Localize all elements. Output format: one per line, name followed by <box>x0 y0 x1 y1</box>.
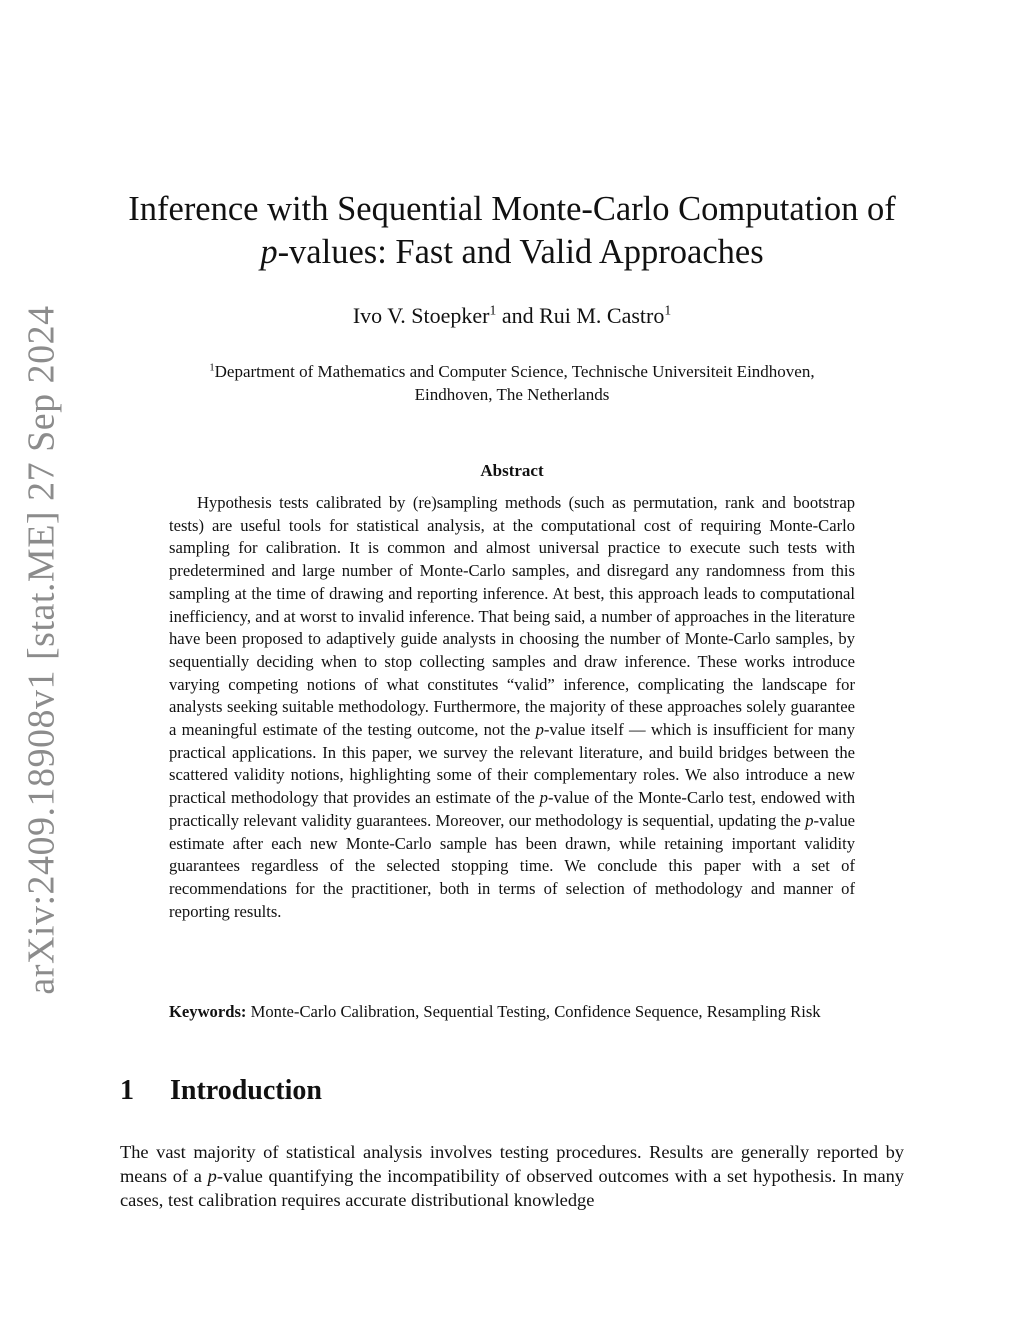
author-connector: and <box>501 303 534 328</box>
title-line-2: -values: Fast and Valid Approaches <box>277 233 764 271</box>
abstract-text <box>169 492 855 923</box>
abstract-p-symbol-1: p <box>535 720 544 740</box>
affiliation <box>100 360 924 406</box>
abstract-p-symbol-3: p <box>805 810 814 830</box>
section-number: 1 <box>120 1075 134 1106</box>
abstract-part-1: Hypothesis tests calibrated by (re)sampling methods (such as permutation, rank and bootstrap tests) are useful tools for statistical analysis, at the computational cost of requiring Monte-Carlo sampling for calibration. It is common and almost universal practice to execute such tests with predetermined and large number of Monte-Carlo samples, and disregard any randomness from this sampling at the time of drawing and reporting inference. At best, this approach leads to computational inefficiency, and at worst to invalid inference. That being said, a number of approaches in the literature have been proposed to adaptively guide analysts in choosing the number of Monte-Carlo samples, by sequentially deciding when to stop collecting samples and draw inference. These works introduce varying competing notions of what constitutes “valid” inference, complicating the landscape for analysts seeking suitable methodology. Furthermore, the majority of these approaches solely guarantee a meaningful estimate of the testing outcome, not the <box>169 493 855 740</box>
arxiv-identifier: arXiv:2409.18908v1 [stat.ME] 27 Sep 2024 <box>21 305 63 995</box>
keywords-text: Monte-Carlo Calibration, Sequential Testing, Confidence Sequence, Resampling Risk <box>250 1002 821 1021</box>
title-p-symbol: p <box>260 233 278 271</box>
author-2-affiliation-mark: 1 <box>664 302 672 318</box>
abstract-part-2: -value itself — which is insufficient for many practical applications. In this paper, we survey the relevant literature, and build bridges between the scattered validity notions, highlighting some of their complementary roles. We also introduce a new practical methodology that provides an estimate of the <box>169 720 855 808</box>
abstract-heading: Abstract <box>480 461 544 480</box>
intro-p-symbol: p <box>207 1166 217 1186</box>
affiliation-mark: 1 <box>209 362 215 374</box>
introduction-text <box>120 1140 904 1212</box>
keywords-label: Keywords: <box>169 1002 247 1021</box>
keywords <box>169 1001 855 1024</box>
paper-title <box>100 188 924 274</box>
section-heading-introduction <box>120 1075 322 1107</box>
section-title: Introduction <box>170 1075 322 1106</box>
author-1-name: Ivo V. Stoepker <box>352 303 490 328</box>
abstract-part-3: -value of the Monte-Carlo test, endowed with practically relevant validity guarantees. Moreover, our methodology is sequential, updating the <box>169 788 855 830</box>
intro-part-2: -value quantifying the incompatibility of observed outcomes with a set hypothesis. In many cases, test calibration requires accurate distributional knowledge <box>120 1166 904 1210</box>
intro-part-1: The vast majority of statistical analysis involves testing procedures. Results are generally reported by means of a <box>120 1142 904 1186</box>
title-line-1: Inference with Sequential Monte-Carlo Computation of <box>128 190 896 228</box>
author-2-name: Rui M. Castro <box>539 303 665 328</box>
author-1-affiliation-mark: 1 <box>489 302 497 318</box>
author-list <box>100 302 924 330</box>
abstract-part-4: -value estimate after each new Monte-Carlo sample has been drawn, while retaining important validity guarantees regardless of the selected stopping time. We conclude this paper with a set of recommendations for the practitioner, both in terms of selection of methodology and manner of reporting results. <box>169 810 855 921</box>
affiliation-line-2: Eindhoven, The Netherlands <box>414 385 610 404</box>
arxiv-side-stamp <box>8 305 76 995</box>
affiliation-line-1: Department of Mathematics and Computer Science, Technische Universiteit Eindhoven, <box>214 362 815 381</box>
abstract-p-symbol-2: p <box>539 788 548 808</box>
